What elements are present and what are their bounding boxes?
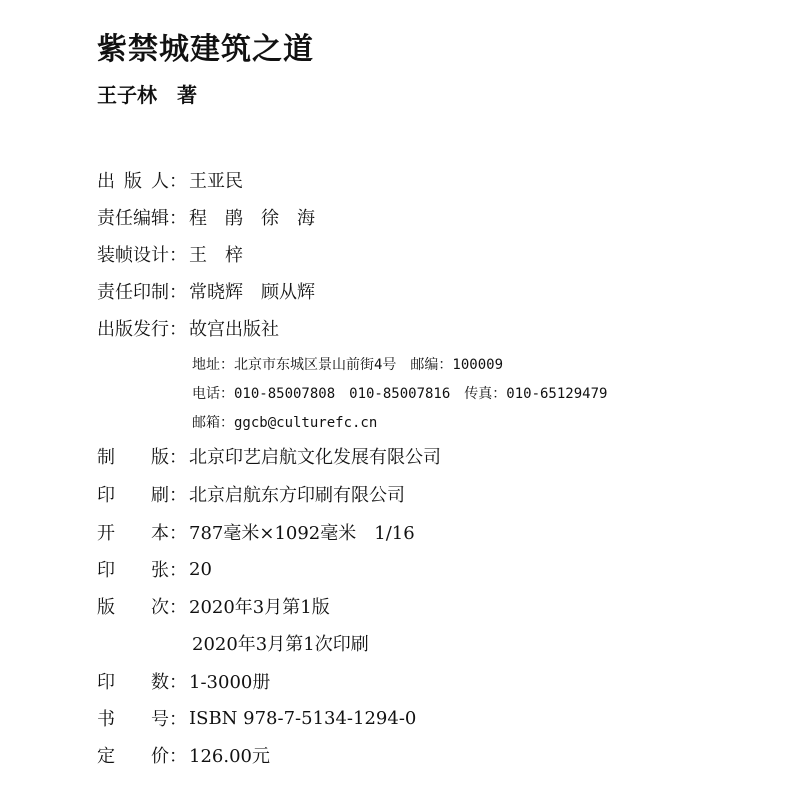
final-label: 书 号 — [97, 709, 169, 730]
credit-value: 王 梓 — [189, 245, 243, 266]
production-row-sheets: 印 张 ： 20 — [97, 555, 212, 583]
final-value: ISBN 978-7-5134-1294-0 — [189, 707, 417, 729]
publisher-phone: 电话：010-85007808 010-85007816 传真：010-65129479 — [192, 386, 608, 402]
production-label: 开 本 — [97, 523, 169, 544]
credit-label: 出 版 发 行 — [97, 319, 169, 340]
production-value: 787毫米×1092毫米 1/16 — [189, 523, 415, 544]
edition-printing: 2020年3月第1次印刷 — [192, 634, 369, 655]
final-row-isbn: 书 号 ： ISBN 978-7-5134-1294-0 — [97, 704, 416, 732]
production-label: 版 次 — [97, 597, 169, 618]
final-value: 126.00元 — [189, 746, 270, 767]
final-row-print-run: 印 数 ： 1-3000册 — [97, 667, 270, 695]
credit-row-design: 装 帧 设 计 ： 王 梓 — [97, 240, 243, 268]
final-label: 定 价 — [97, 746, 169, 767]
credit-value: 王亚民 — [189, 171, 243, 192]
production-value: 2020年3月第1版 — [189, 597, 330, 618]
credit-row-printing-supervisor: 责 任 印 制 ： 常晓辉 顾从辉 — [97, 277, 315, 305]
credit-label: 装 帧 设 计 — [97, 245, 169, 266]
production-label: 印 刷 — [97, 485, 169, 506]
production-value: 北京启航东方印刷有限公司 — [189, 485, 405, 506]
production-row-edition: 版 次 ： 2020年3月第1版 — [97, 592, 330, 620]
final-value: 1-3000册 — [189, 672, 271, 693]
book-title: 紫禁城建筑之道 — [97, 32, 314, 67]
publisher-email: 邮箱：ggcb@culturefc.cn — [192, 415, 378, 431]
publisher-address: 地址：北京市东城区景山前街4号 邮编：100009 — [192, 357, 503, 373]
book-author: 王子林 著 — [97, 83, 197, 107]
credit-value: 故宫出版社 — [189, 319, 279, 340]
production-value: 20 — [189, 558, 212, 580]
credit-label: 责 任 编 辑 — [97, 208, 169, 229]
credit-row-distributor: 出 版 发 行 ： 故宫出版社 — [97, 314, 279, 342]
credit-value: 常晓辉 顾从辉 — [189, 282, 315, 303]
production-value: 北京印艺启航文化发展有限公司 — [189, 447, 441, 468]
production-row-format: 开 本 ： 787毫米×1092毫米 1/16 — [97, 518, 415, 546]
final-label: 印 数 — [97, 672, 169, 693]
final-row-price: 定 价 ： 126.00元 — [97, 741, 270, 769]
production-row-printer: 印 刷 ： 北京启航东方印刷有限公司 — [97, 480, 405, 508]
credit-label: 责 任 印 制 — [97, 282, 169, 303]
credit-label: 出 版 人 — [97, 171, 169, 192]
credit-value: 程 鹃 徐 海 — [189, 208, 315, 229]
production-label: 印 张 — [97, 560, 169, 581]
production-row-plate: 制 版 ： 北京印艺启航文化发展有限公司 — [97, 442, 441, 470]
credit-row-editors: 责 任 编 辑 ： 程 鹃 徐 海 — [97, 203, 315, 231]
production-label: 制 版 — [97, 447, 169, 468]
credit-row-publisher-person: 出 版 人 ： 王亚民 — [97, 166, 243, 194]
